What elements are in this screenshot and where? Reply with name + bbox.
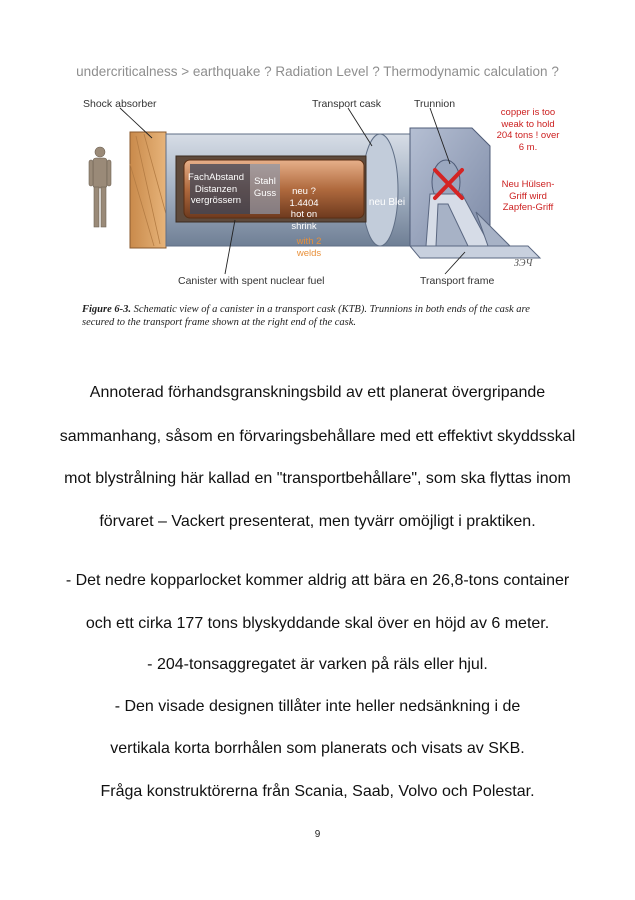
caption-label: Figure 6-3. (82, 304, 132, 315)
paragraph-line-1: Annoterad förhandsgranskningsbild av ett planerat övergripande (89, 384, 546, 401)
person-silhouette (89, 147, 111, 227)
annotation-neu-blei: neu Blei (368, 197, 406, 208)
paragraph-line-2: sammanhang, såsom en förvaringsbehållare med ett effektivt skyddsskal (59, 428, 576, 445)
label-trunnion: Trunnion (414, 98, 456, 110)
label-canister: Canister with spent nuclear fuel (178, 275, 325, 287)
annotation-copper-weak: copper is too weak to hold 204 tons ! over 6 m. (496, 107, 560, 153)
label-shock-absorber: Shock absorber (83, 98, 157, 110)
paragraph-line-9: vertikala korta borrhålen som planerats och visats av SKB. (110, 740, 525, 757)
paragraph-line-3: mot blystrålning här kallad en "transportbehållare", som ska flyttas inom (64, 470, 571, 487)
paragraph-line-6: och ett cirka 177 tons blyskyddande skal över en höjd av 6 meter. (85, 615, 550, 632)
annotation-neu-hulsen: Neu Hülsen-Griff wird Zapfen-Griff (501, 179, 555, 213)
paragraph-line-8: - Den visade designen tillåter inte heller nedsänkning i de (114, 698, 521, 715)
page-number: 9 (314, 829, 321, 840)
annotation-fachabstand: FachAbstand Distanzen vergrössern (188, 172, 244, 206)
svg-text:ЗЭЧ: ЗЭЧ (514, 258, 533, 269)
caption-text: Schematic view of a canister in a transport cask (KTB). Trunnions in both ends of the cask are secured to the transport frame shown at the right end of the cask. (82, 304, 530, 328)
label-transport-cask: Transport cask (312, 98, 382, 110)
figure-caption (82, 303, 562, 329)
annotation-neu-shrink: neu ? 1.4404 hot on shrink (289, 186, 319, 232)
annotation-with-welds: with 2 welds (296, 236, 322, 259)
paragraph-line-5: - Det nedre kopparlocket kommer aldrig att bära en 26,8-tons container (65, 572, 570, 589)
paragraph-line-4: förvaret – Vackert presenterat, men tyvärr omöjligt i praktiken. (99, 513, 536, 530)
header-line: undercriticalness > earthquake ? Radiation Level ? Thermodynamic calculation ? (76, 64, 559, 79)
label-transport-frame: Transport frame (420, 275, 495, 287)
paragraph-line-7: - 204-tonsaggregatet är varken på räls eller hjul. (147, 656, 488, 673)
annotation-stahl-guss: Stahl Guss (253, 176, 277, 199)
paragraph-line-10: Fråga konstruktörerna från Scania, Saab, Volvo och Polestar. (100, 783, 535, 800)
